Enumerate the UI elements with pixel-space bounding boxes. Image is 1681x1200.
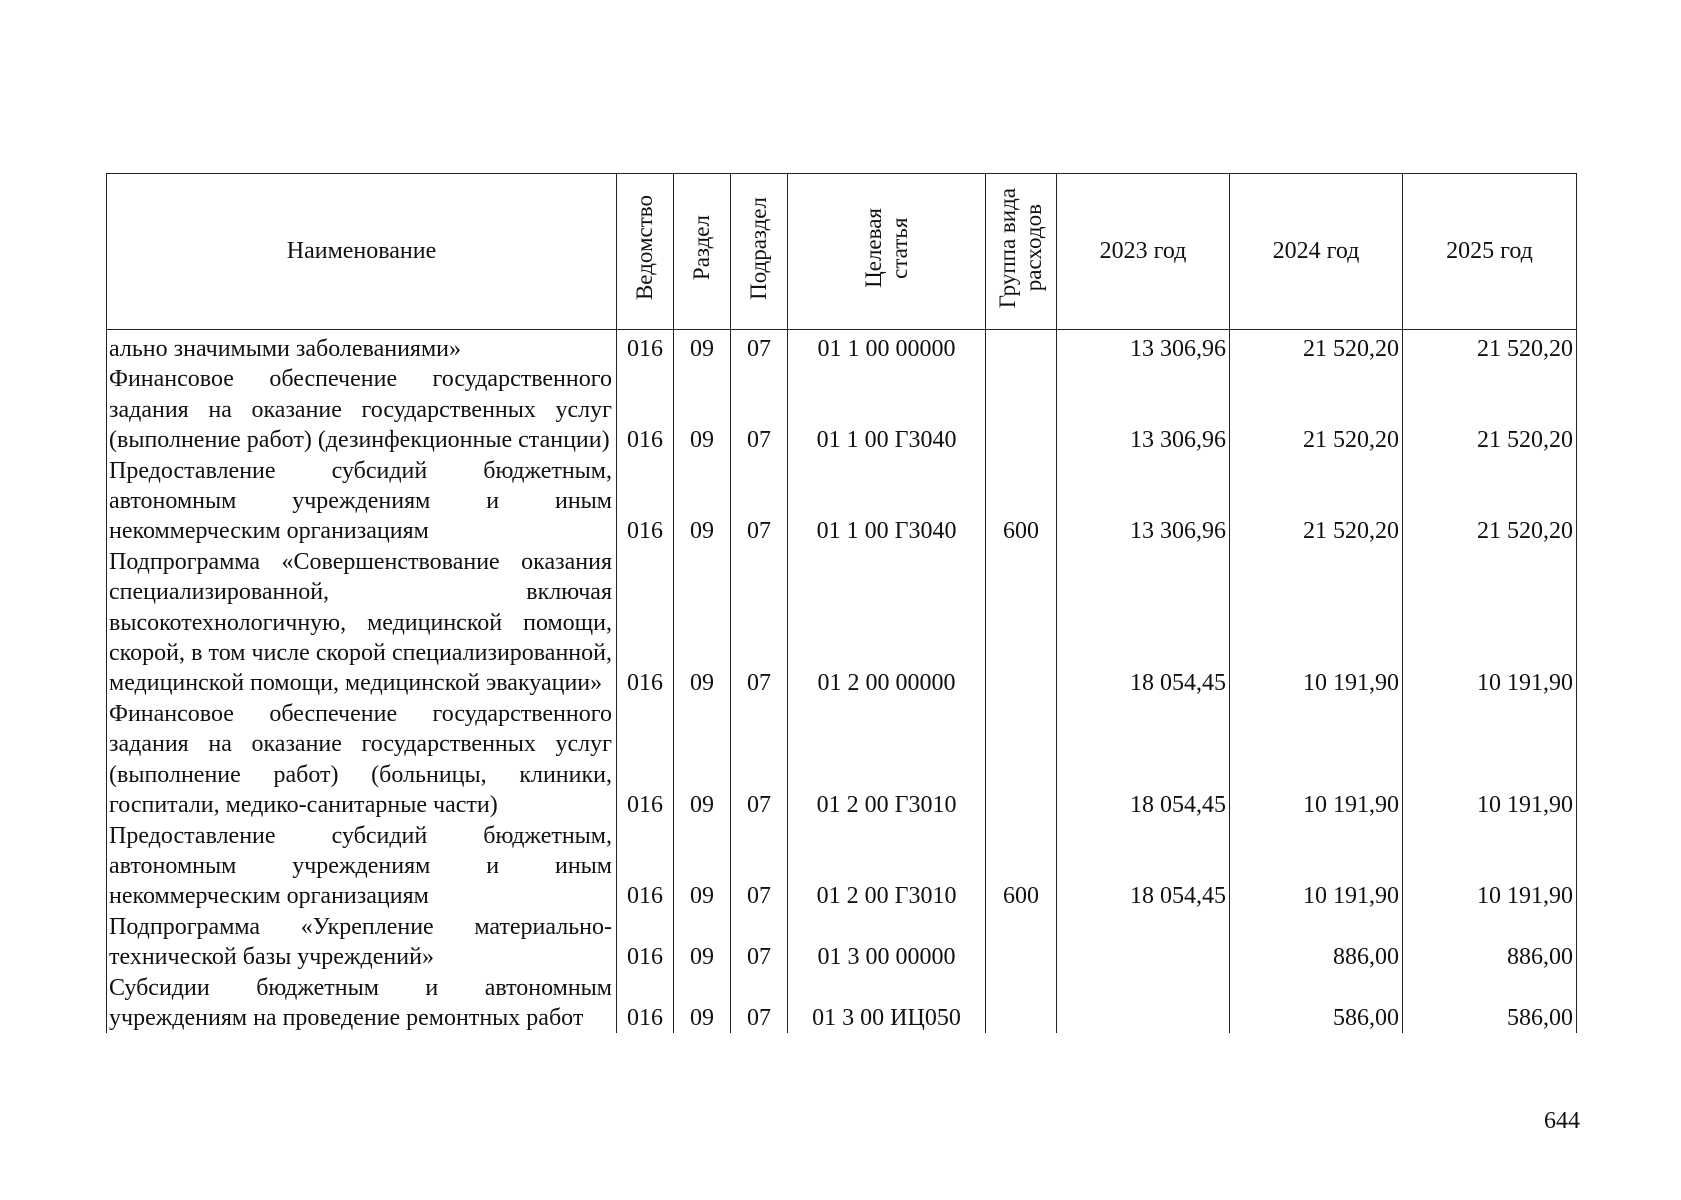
row-group xyxy=(986,330,1057,365)
row-2024: 21 520,20 xyxy=(1230,364,1403,455)
row-section: 09 xyxy=(674,547,731,699)
row-2025: 886,00 xyxy=(1403,912,1577,973)
row-2023: 13 306,96 xyxy=(1057,330,1230,365)
table-row xyxy=(107,547,1577,699)
row-name: Предоставление субсидий бюджетным, автономным учреждениям и иным некоммерческим организациям xyxy=(107,456,617,547)
row-target: 01 2 00 Г3010 xyxy=(788,821,986,912)
row-name: ально значимыми заболеваниями» xyxy=(107,330,617,365)
table-row xyxy=(107,973,1577,1034)
row-group xyxy=(986,973,1057,1034)
row-2023 xyxy=(1057,973,1230,1034)
row-name: Финансовое обеспечение государственного задания на оказание государственных услуг (выполнение работ) (дезинфекционные станции) xyxy=(107,364,617,455)
row-target: 01 1 00 Г3040 xyxy=(788,364,986,455)
header-section: Раздел xyxy=(674,174,731,330)
row-name: Финансовое обеспечение государственного задания на оказание государственных услуг (выполнение работ) (больницы, клиники, госпитали, медико-санитарные части) xyxy=(107,699,617,821)
row-2025: 21 520,20 xyxy=(1403,456,1577,547)
row-2023: 13 306,96 xyxy=(1057,364,1230,455)
table-row xyxy=(107,364,1577,455)
row-subsection: 07 xyxy=(731,699,788,821)
row-dept: 016 xyxy=(617,364,674,455)
row-2024: 21 520,20 xyxy=(1230,330,1403,365)
row-dept: 016 xyxy=(617,456,674,547)
row-section: 09 xyxy=(674,699,731,821)
row-section: 09 xyxy=(674,821,731,912)
row-group xyxy=(986,547,1057,699)
row-2025: 10 191,90 xyxy=(1403,821,1577,912)
row-2025: 21 520,20 xyxy=(1403,330,1577,365)
row-2023: 18 054,45 xyxy=(1057,547,1230,699)
header-group: Группа вида расходов xyxy=(986,174,1057,330)
row-2023: 13 306,96 xyxy=(1057,456,1230,547)
row-subsection: 07 xyxy=(731,821,788,912)
row-group xyxy=(986,364,1057,455)
header-row xyxy=(107,174,1577,330)
budget-table xyxy=(106,173,1577,1033)
row-section: 09 xyxy=(674,973,731,1034)
row-2025: 10 191,90 xyxy=(1403,699,1577,821)
row-2024: 10 191,90 xyxy=(1230,547,1403,699)
row-section: 09 xyxy=(674,364,731,455)
row-subsection: 07 xyxy=(731,364,788,455)
table-row xyxy=(107,330,1577,365)
table-body xyxy=(107,330,1577,1034)
row-target: 01 3 00 00000 xyxy=(788,912,986,973)
row-group: 600 xyxy=(986,821,1057,912)
header-subsection: Подраздел xyxy=(731,174,788,330)
row-2024: 10 191,90 xyxy=(1230,699,1403,821)
row-name: Предоставление субсидий бюджетным, автономным учреждениям и иным некоммерческим организациям xyxy=(107,821,617,912)
row-2025: 10 191,90 xyxy=(1403,547,1577,699)
header-dept: Ведомство xyxy=(617,174,674,330)
header-target: Целевая статья xyxy=(788,174,986,330)
row-section: 09 xyxy=(674,330,731,365)
row-dept: 016 xyxy=(617,330,674,365)
row-subsection: 07 xyxy=(731,330,788,365)
row-dept: 016 xyxy=(617,912,674,973)
table-row xyxy=(107,699,1577,821)
row-subsection: 07 xyxy=(731,973,788,1034)
row-2024: 10 191,90 xyxy=(1230,821,1403,912)
row-subsection: 07 xyxy=(731,456,788,547)
row-2024: 586,00 xyxy=(1230,973,1403,1034)
row-group xyxy=(986,699,1057,821)
row-2025: 21 520,20 xyxy=(1403,364,1577,455)
row-2023: 18 054,45 xyxy=(1057,821,1230,912)
row-2025: 586,00 xyxy=(1403,973,1577,1034)
table-row xyxy=(107,456,1577,547)
row-dept: 016 xyxy=(617,699,674,821)
row-dept: 016 xyxy=(617,547,674,699)
row-group xyxy=(986,912,1057,973)
row-section: 09 xyxy=(674,912,731,973)
row-target: 01 2 00 Г3010 xyxy=(788,699,986,821)
row-dept: 016 xyxy=(617,973,674,1034)
row-dept: 016 xyxy=(617,821,674,912)
header-name: Наименование xyxy=(107,174,617,330)
row-group: 600 xyxy=(986,456,1057,547)
row-target: 01 2 00 00000 xyxy=(788,547,986,699)
row-name: Субсидии бюджетным и автономным учреждениям на проведение ремонтных работ xyxy=(107,973,617,1034)
row-2023: 18 054,45 xyxy=(1057,699,1230,821)
header-2025: 2025 год xyxy=(1403,174,1577,330)
row-target: 01 1 00 Г3040 xyxy=(788,456,986,547)
row-name: Подпрограмма «Совершенствование оказания специализированной, включая высокотехнологичную, медицинской помощи, скорой, в том числе скорой специализированной, медицинской помощи, медицинской эвакуации» xyxy=(107,547,617,699)
row-subsection: 07 xyxy=(731,547,788,699)
row-target: 01 1 00 00000 xyxy=(788,330,986,365)
page-number: 644 xyxy=(1544,1108,1580,1134)
row-subsection: 07 xyxy=(731,912,788,973)
row-2024: 21 520,20 xyxy=(1230,456,1403,547)
header-2023: 2023 год xyxy=(1057,174,1230,330)
row-2024: 886,00 xyxy=(1230,912,1403,973)
row-section: 09 xyxy=(674,456,731,547)
header-2024: 2024 год xyxy=(1230,174,1403,330)
row-target: 01 3 00 ИЦ050 xyxy=(788,973,986,1034)
table-row xyxy=(107,821,1577,912)
row-2023 xyxy=(1057,912,1230,973)
row-name: Подпрограмма «Укрепление материально-технической базы учреждений» xyxy=(107,912,617,973)
table-row xyxy=(107,912,1577,973)
